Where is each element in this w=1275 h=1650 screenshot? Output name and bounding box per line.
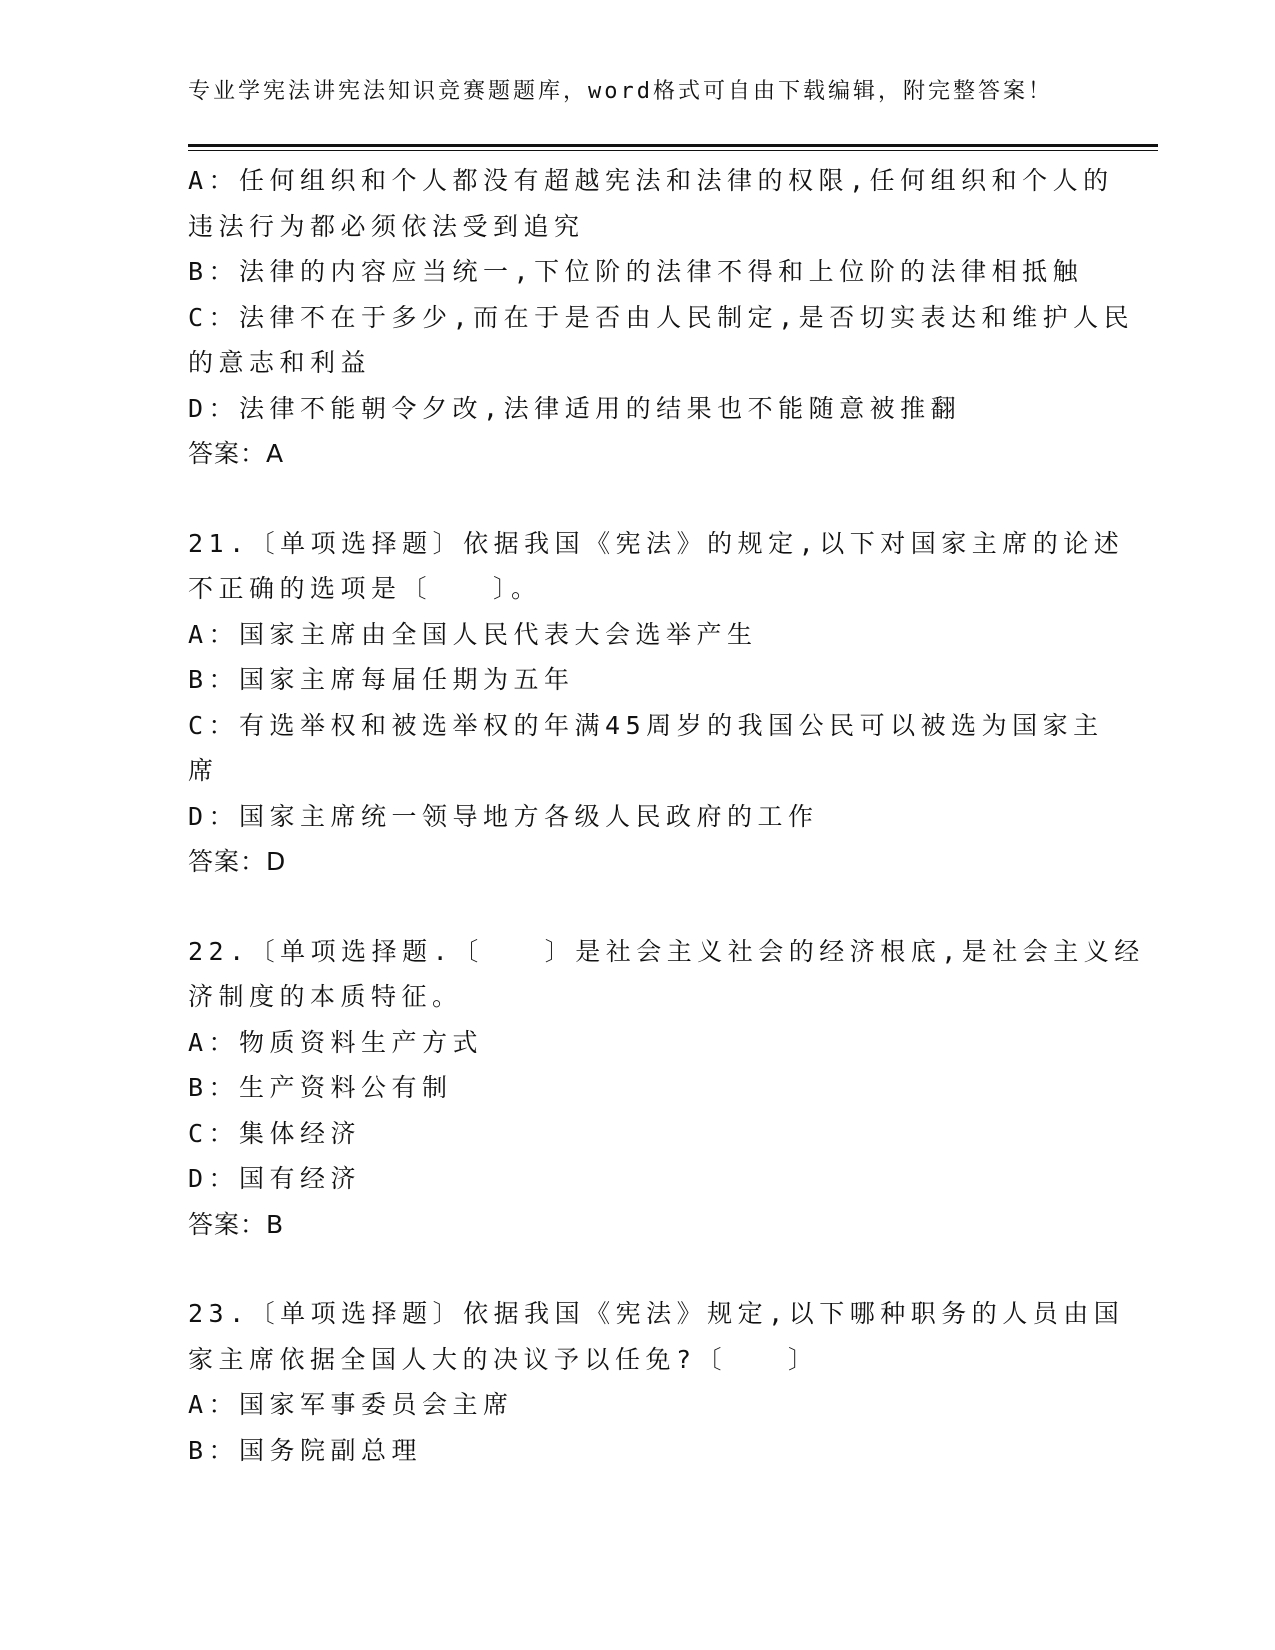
option-a: A：任何组织和个人都没有超越宪法和法律的权限,任何组织和个人的 — [188, 166, 1114, 195]
option-d: D：国有经济 — [188, 1164, 362, 1193]
question-stem: 23.〔单项选择题〕依据我国《宪法》规定,以下哪种职务的人员由国 — [188, 1299, 1125, 1328]
block-spacer — [188, 1247, 1088, 1291]
question-block — [188, 158, 1135, 477]
answer-line: 答案：B — [188, 1209, 285, 1239]
option-a-continued: 违法行为都必须依法受到追究 — [188, 211, 585, 241]
option-b: B：法律的内容应当统一,下位阶的法律不得和上位阶的法律相抵触 — [188, 257, 1084, 286]
question-stem: 22.〔单项选择题.〔 〕是社会主义社会的经济根底,是社会主义经 — [188, 936, 1145, 966]
question-content — [188, 158, 1145, 1473]
option-c: C：法律不在于多少,而在于是否由人民制定,是否切实表达和维护人民 — [188, 302, 1135, 332]
header-rule-thick — [188, 144, 1158, 147]
question-block — [188, 1291, 1125, 1473]
header-rule-thin — [188, 150, 1158, 151]
option-a: A：国家军事委员会主席 — [188, 1390, 514, 1419]
page-header-text: 专业学宪法讲宪法知识竞赛题题库，word格式可自由下载编辑，附完整答案！ — [188, 79, 1053, 104]
option-c: C：有选举权和被选举权的年满45周岁的我国公民可以被选为国家主 — [188, 710, 1104, 740]
option-c-continued: 席 — [188, 756, 219, 785]
option-d: D：国家主席统一领导地方各级人民政府的工作 — [188, 801, 819, 831]
option-a: A：国家主席由全国人民代表大会选举产生 — [188, 619, 758, 649]
answer-line: 答案：D — [188, 847, 287, 876]
option-a: A：物质资料生产方式 — [188, 1027, 484, 1057]
block-spacer — [188, 477, 1088, 521]
question-stem-continued: 不正确的选项是〔 〕。 — [188, 574, 542, 603]
option-c: C：集体经济 — [188, 1118, 362, 1148]
option-b: B：国家主席每届任期为五年 — [188, 665, 575, 694]
question-stem-continued: 济制度的本质特征。 — [188, 982, 463, 1011]
question-block — [188, 929, 1145, 1248]
answer-line: 答案：A — [188, 439, 285, 468]
question-stem-continued: 家主席依据全国人大的决议予以任免?〔 〕 — [188, 1344, 819, 1374]
question-block — [188, 521, 1125, 885]
block-spacer — [188, 885, 1088, 929]
option-c-continued: 的意志和利益 — [188, 348, 372, 377]
option-b: B：国务院副总理 — [188, 1435, 423, 1465]
option-d: D：法律不能朝令夕改,法律适用的结果也不能随意被推翻 — [188, 393, 962, 423]
option-b: B：生产资料公有制 — [188, 1073, 453, 1102]
question-stem: 21.〔单项选择题〕依据我国《宪法》的规定,以下对国家主席的论述 — [188, 528, 1125, 558]
